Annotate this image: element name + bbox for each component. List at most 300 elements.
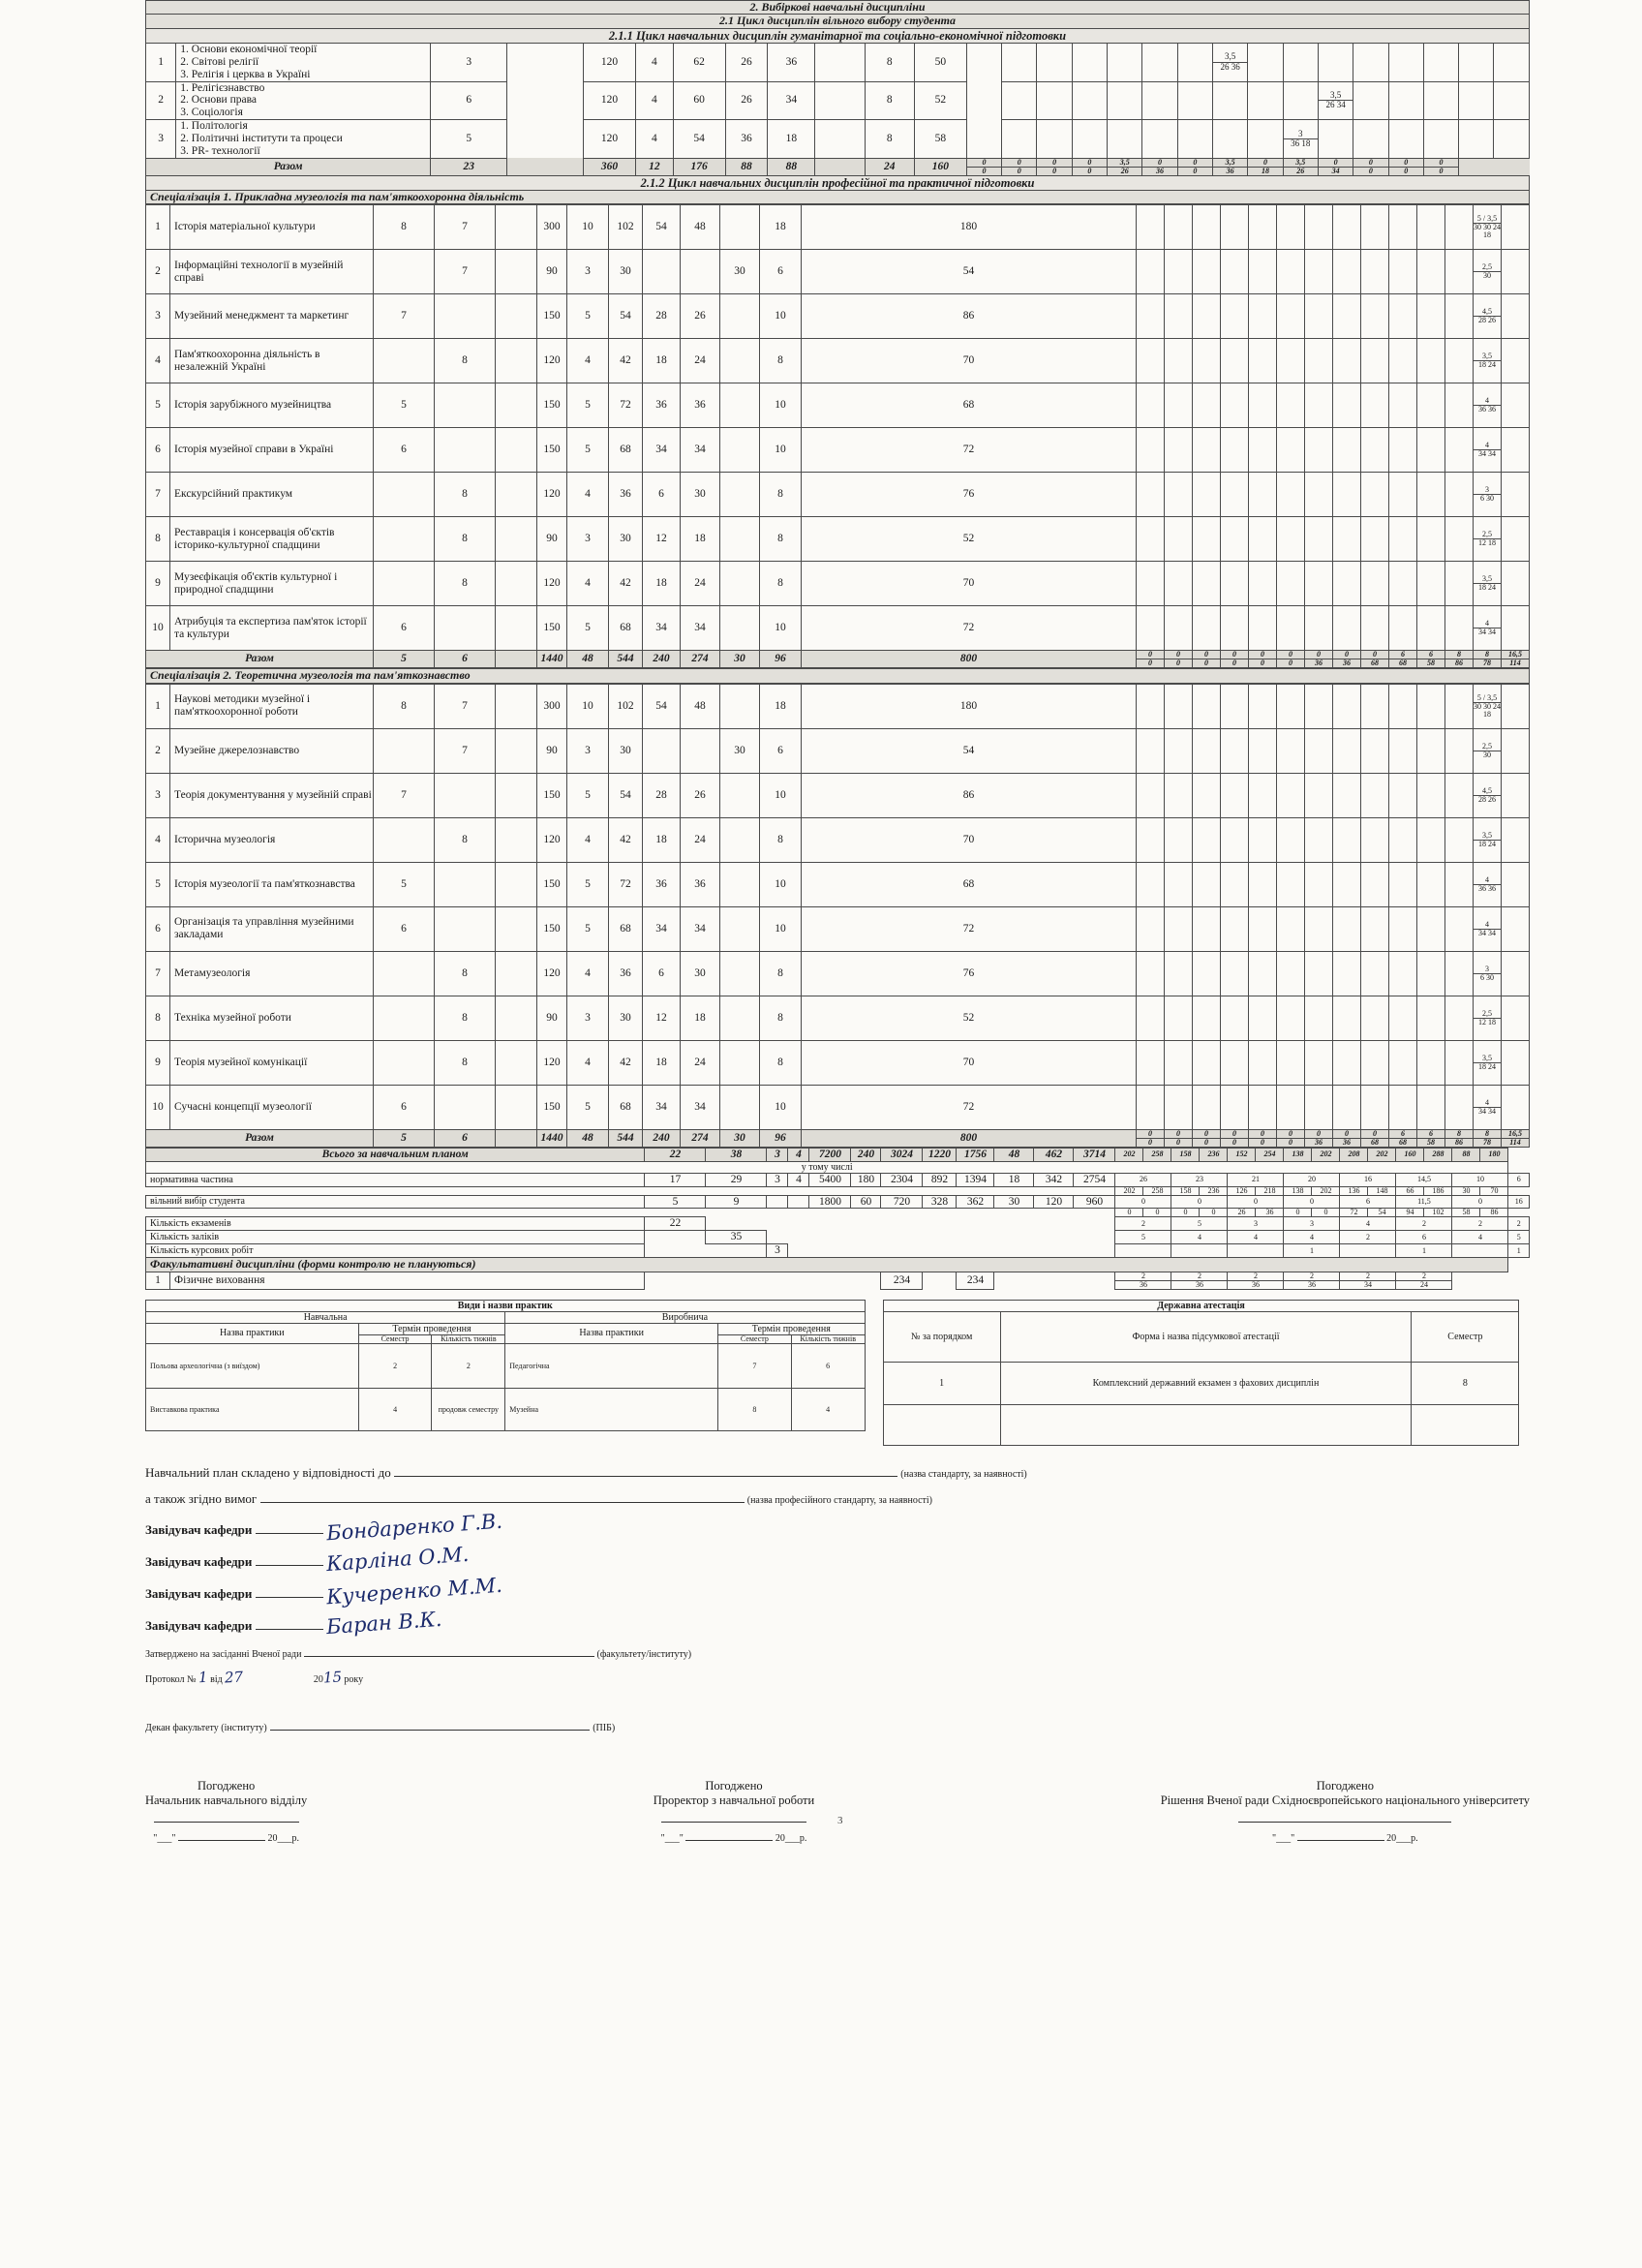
sem-4 bbox=[1221, 250, 1249, 294]
sem-10 bbox=[1389, 383, 1417, 428]
sem-6 bbox=[1277, 517, 1305, 562]
plan-standard-field[interactable] bbox=[394, 1463, 897, 1477]
row-number: 2 bbox=[146, 250, 170, 294]
total-sem-6 bbox=[1277, 1129, 1305, 1147]
sem-8 bbox=[1333, 951, 1361, 996]
col-self: 76 bbox=[802, 951, 1137, 996]
spec2-title: Спеціалізація 2. Теоретична музеологія та пам'яткознавство bbox=[146, 669, 1530, 683]
col-aud: 30 bbox=[609, 517, 643, 562]
col-e bbox=[815, 81, 865, 120]
approval-3-signature[interactable] bbox=[1238, 1808, 1451, 1823]
col-aud: 68 bbox=[609, 606, 643, 651]
nv-sem-1: 202 bbox=[1115, 1186, 1143, 1195]
col-c1 bbox=[374, 517, 435, 562]
practice-term-header: Термін проведення bbox=[358, 1323, 505, 1334]
sem-12 bbox=[1445, 728, 1474, 773]
col-indiv: 10 bbox=[760, 862, 802, 906]
sem-bottom: 36 bbox=[1139, 1279, 1147, 1289]
protocol-label: Протокол № bbox=[145, 1673, 197, 1685]
col-indiv: 10 bbox=[760, 1085, 802, 1129]
sem-top: 4 bbox=[1474, 620, 1501, 628]
sem-bottom: 58 bbox=[1427, 659, 1435, 668]
sem-top: 0 bbox=[1424, 159, 1458, 168]
col-aud: 68 bbox=[609, 1085, 643, 1129]
col-pract bbox=[681, 250, 720, 294]
sem-bottom: 34 34 bbox=[1478, 1106, 1496, 1116]
sem-top: 2,5 bbox=[1474, 531, 1501, 539]
sem-10 bbox=[1389, 294, 1417, 339]
col-hours: 150 bbox=[537, 428, 567, 473]
sem-12 bbox=[1445, 205, 1474, 250]
sem-14 bbox=[1502, 1040, 1530, 1085]
total-c7: 240 bbox=[643, 1129, 681, 1147]
el-sem-top-3: 0 bbox=[1228, 1195, 1284, 1209]
total-c4: 1440 bbox=[537, 651, 567, 668]
approval-2-signature[interactable] bbox=[661, 1808, 806, 1823]
discipline-name: Музейне джерелознавство bbox=[170, 728, 374, 773]
sem-14 bbox=[1502, 428, 1530, 473]
sem-bottom: 0 bbox=[1017, 166, 1021, 175]
col-lect: 36 bbox=[643, 383, 681, 428]
col-credits: 4 bbox=[567, 339, 609, 383]
sem-6 bbox=[1277, 951, 1305, 996]
credits-sem-4: 4 bbox=[1284, 1231, 1340, 1244]
col-c1 bbox=[374, 339, 435, 383]
total-sem-10 bbox=[1389, 651, 1417, 668]
sem-top: 16,5 bbox=[1502, 1130, 1529, 1139]
footer-block bbox=[145, 1463, 1530, 1844]
el-c9: 362 bbox=[957, 1195, 994, 1209]
gt-c7: 3024 bbox=[881, 1148, 923, 1161]
date-tail: 20___р. bbox=[775, 1832, 807, 1844]
col-lect: 34 bbox=[643, 1085, 681, 1129]
col-d: 34 bbox=[768, 81, 815, 120]
table-row bbox=[146, 250, 1530, 294]
col-self: 70 bbox=[802, 562, 1137, 606]
plan-standard-line bbox=[145, 1463, 1530, 1481]
sem-bottom: 0 bbox=[1261, 1137, 1264, 1147]
practice-name-header: Назва практики bbox=[146, 1323, 359, 1343]
fac-sem-4 bbox=[1284, 1272, 1340, 1289]
el-sem-top-1: 0 bbox=[1115, 1195, 1171, 1209]
col-a: 4 bbox=[635, 81, 673, 120]
col-lect: 34 bbox=[643, 606, 681, 651]
sem-11 bbox=[1417, 817, 1445, 862]
spacer bbox=[1452, 1272, 1508, 1289]
spacer bbox=[706, 1217, 1115, 1231]
sem-6 bbox=[1277, 250, 1305, 294]
date-field[interactable] bbox=[178, 1826, 265, 1841]
col-lect: 34 bbox=[643, 906, 681, 951]
sem-bottom: 26 bbox=[1120, 166, 1129, 175]
sem-top: 3,5 bbox=[1108, 159, 1141, 168]
credits-value: 35 bbox=[706, 1231, 767, 1244]
col-c2 bbox=[435, 1085, 496, 1129]
spacer bbox=[645, 1244, 706, 1258]
sem-3 bbox=[1193, 205, 1221, 250]
sem-bottom: 34 34 bbox=[1478, 449, 1496, 459]
col-c1 bbox=[374, 728, 435, 773]
total-sem-2 bbox=[1165, 1129, 1193, 1147]
plan-standard-note: (назва стандарту, за наявності) bbox=[900, 1468, 1027, 1480]
row-number: 10 bbox=[146, 1085, 170, 1129]
nv-sem-6: 218 bbox=[1256, 1186, 1284, 1195]
el-c8: 328 bbox=[923, 1195, 957, 1209]
sem-11 bbox=[1417, 250, 1445, 294]
col-credits: 5 bbox=[567, 1085, 609, 1129]
col-c2: 7 bbox=[435, 205, 496, 250]
total-sem-10 bbox=[1389, 1129, 1417, 1147]
practice-col-academic: Навчальна bbox=[146, 1311, 505, 1323]
row-number: 7 bbox=[146, 951, 170, 996]
sem-10 bbox=[1389, 205, 1417, 250]
sem-5 bbox=[1249, 951, 1277, 996]
gt-sem-14: 180 bbox=[1480, 1148, 1508, 1161]
sem-14 bbox=[1502, 817, 1530, 862]
sem-14 bbox=[1502, 773, 1530, 817]
year-suffix: року bbox=[344, 1673, 364, 1685]
attestation-block bbox=[883, 1300, 1520, 1446]
table-row bbox=[146, 205, 1530, 250]
sem-9 bbox=[1361, 562, 1389, 606]
col-pract: 18 bbox=[681, 996, 720, 1040]
total-sem-12 bbox=[1445, 1129, 1474, 1147]
sem-11 bbox=[1417, 517, 1445, 562]
sem-bottom: 26 bbox=[1296, 166, 1305, 175]
col-credits: 3 bbox=[567, 517, 609, 562]
prof-standard-note: (назва професійного стандарту, за наявності) bbox=[746, 1494, 933, 1506]
col-c2 bbox=[435, 906, 496, 951]
row-number: 8 bbox=[146, 517, 170, 562]
sem-top: 0 bbox=[1221, 1130, 1248, 1139]
row-number: 5 bbox=[146, 862, 170, 906]
sem-1 bbox=[1137, 250, 1165, 294]
sem-3 bbox=[1193, 684, 1221, 728]
exams-sem-1: 2 bbox=[1115, 1217, 1171, 1231]
sem-10 bbox=[1389, 817, 1417, 862]
col-credits: 4 bbox=[567, 473, 609, 517]
col-indiv: 8 bbox=[760, 339, 802, 383]
sem-top: 3,5 bbox=[1474, 1055, 1501, 1063]
sem-9 bbox=[1361, 773, 1389, 817]
row-number: 3 bbox=[146, 120, 176, 159]
col-hours: 90 bbox=[537, 250, 567, 294]
col-indiv: 10 bbox=[760, 294, 802, 339]
col-c1: 8 bbox=[374, 205, 435, 250]
prof-standard-field[interactable] bbox=[260, 1489, 745, 1503]
discipline-option: 2. Політичні інститути та процеси bbox=[176, 133, 431, 145]
date-field[interactable] bbox=[1297, 1826, 1384, 1841]
cw-sem-1 bbox=[1115, 1244, 1171, 1258]
sem-16 bbox=[1494, 81, 1530, 120]
sem-11 bbox=[1417, 562, 1445, 606]
col-indiv: 10 bbox=[760, 606, 802, 651]
el-c7: 720 bbox=[881, 1195, 923, 1209]
sem-bottom: 36 bbox=[1251, 1279, 1260, 1289]
sem-bottom: 36 bbox=[1307, 1279, 1316, 1289]
date-quote: "___" bbox=[153, 1832, 176, 1844]
col-lect: 18 bbox=[643, 339, 681, 383]
sem-bottom: 0 bbox=[1439, 166, 1444, 175]
approval-1-signature[interactable] bbox=[154, 1808, 299, 1823]
col-hours: 120 bbox=[537, 473, 567, 517]
sem-9 bbox=[1361, 684, 1389, 728]
col-c2: 8 bbox=[435, 951, 496, 996]
credits-sem-3: 4 bbox=[1228, 1231, 1284, 1244]
col-pract: 26 bbox=[681, 294, 720, 339]
col-lect: 6 bbox=[643, 951, 681, 996]
sem-4 bbox=[1221, 606, 1249, 651]
sem-bottom: 18 bbox=[1261, 166, 1269, 175]
col-pract: 48 bbox=[681, 684, 720, 728]
sem-7 bbox=[1305, 684, 1333, 728]
sem-1 bbox=[1137, 906, 1165, 951]
col-c2: 7 bbox=[435, 250, 496, 294]
sem-top: 0 bbox=[1073, 159, 1107, 168]
sem-2 bbox=[1165, 996, 1193, 1040]
courseworks-value: 3 bbox=[767, 1244, 788, 1258]
total-c3 bbox=[496, 651, 537, 668]
sem-top: 4,5 bbox=[1474, 787, 1501, 796]
credits-cell: 6 bbox=[431, 81, 507, 120]
blank-cell bbox=[507, 81, 584, 120]
credits-sem-2: 4 bbox=[1171, 1231, 1228, 1244]
sem-3 bbox=[1037, 120, 1072, 159]
gt-c6: 240 bbox=[851, 1148, 881, 1161]
gt-sem-8: 202 bbox=[1312, 1148, 1340, 1161]
practice-weeks-header: Кількість тижнів bbox=[432, 1335, 505, 1344]
approval-2-date bbox=[654, 1826, 814, 1844]
facultative-title: Факультативні дисципліни (форми контролю не плануються) bbox=[146, 1258, 1508, 1272]
spacer bbox=[706, 1272, 767, 1289]
sem-8 bbox=[1333, 684, 1361, 728]
sem-bottom: 114 bbox=[1509, 659, 1521, 668]
nv-c6: 180 bbox=[851, 1173, 881, 1186]
sem-bottom: 36 bbox=[1343, 659, 1351, 668]
total-c: 88 bbox=[725, 158, 768, 175]
sem-8 bbox=[1212, 120, 1247, 159]
hours-cell: 120 bbox=[584, 43, 636, 81]
total-sem-3 bbox=[1037, 158, 1072, 175]
credits-sem-6: 6 bbox=[1396, 1231, 1452, 1244]
total-row bbox=[146, 1129, 1530, 1147]
normative-label: нормативна частина bbox=[146, 1173, 645, 1186]
col-hours: 120 bbox=[537, 339, 567, 383]
sem-13 bbox=[1474, 1040, 1502, 1085]
sem-top: 0 bbox=[1249, 1130, 1276, 1139]
sem-top: 8 bbox=[1474, 1130, 1501, 1139]
sem-10 bbox=[1389, 517, 1417, 562]
spacer bbox=[1074, 1272, 1115, 1289]
nv-sem-3: 158 bbox=[1171, 1186, 1200, 1195]
dean-signature-field[interactable] bbox=[270, 1717, 590, 1731]
col-c3 bbox=[496, 684, 537, 728]
total-hours: 360 bbox=[584, 158, 636, 175]
sem-4 bbox=[1221, 684, 1249, 728]
discipline-option: 1. Політологія bbox=[176, 120, 431, 133]
head-dept-line-1 bbox=[145, 1509, 1530, 1546]
col-aud: 72 bbox=[609, 383, 643, 428]
col-hours: 150 bbox=[537, 1085, 567, 1129]
sem-bottom: 34 34 bbox=[1478, 628, 1496, 637]
sem-bottom: 0 bbox=[1261, 659, 1264, 668]
col-a: 4 bbox=[635, 43, 673, 81]
spec1-title: Спеціалізація 1. Прикладна музеологія та пам'яткоохоронна діяльність bbox=[146, 190, 1530, 203]
sem-11 bbox=[1417, 383, 1445, 428]
sem-8 bbox=[1333, 906, 1361, 951]
sem-top: 6 bbox=[1417, 1130, 1444, 1139]
sem-7 bbox=[1305, 517, 1333, 562]
sem-top: 5 / 3,5 bbox=[1474, 694, 1501, 703]
total-c5: 48 bbox=[567, 1129, 609, 1147]
nv-sem-top-2: 23 bbox=[1171, 1173, 1228, 1186]
exams-sem-6: 2 bbox=[1396, 1217, 1452, 1231]
sem-5 bbox=[1249, 473, 1277, 517]
total-c3 bbox=[496, 1129, 537, 1147]
fac-name: Фізичне виховання bbox=[170, 1272, 645, 1289]
col-lect bbox=[643, 728, 681, 773]
col-credits: 4 bbox=[567, 562, 609, 606]
sem-9 bbox=[1361, 205, 1389, 250]
sem-bottom: 78 bbox=[1483, 1137, 1491, 1147]
total-c8: 274 bbox=[681, 1129, 720, 1147]
approval-3 bbox=[1161, 1779, 1530, 1844]
total-g: 160 bbox=[914, 158, 966, 175]
practice-title: Види і назви практик bbox=[146, 1300, 866, 1311]
sem-top: 0 bbox=[1142, 159, 1176, 168]
discipline-name: Наукові методики музейної і пам'яткоохоронної роботи bbox=[170, 684, 374, 728]
sem-10 bbox=[1283, 81, 1318, 120]
sem-2 bbox=[1165, 773, 1193, 817]
sem-10 bbox=[1283, 120, 1318, 159]
sem-8 bbox=[1333, 473, 1361, 517]
curriculum-sheet bbox=[145, 0, 1530, 1844]
sem-3 bbox=[1193, 250, 1221, 294]
sem-6 bbox=[1277, 473, 1305, 517]
sem-10 bbox=[1389, 906, 1417, 951]
gt-c8: 1220 bbox=[923, 1148, 957, 1161]
col-self: 180 bbox=[802, 205, 1137, 250]
sem-bottom: 68 bbox=[1399, 1137, 1407, 1147]
col-lect: 18 bbox=[643, 817, 681, 862]
sem-bottom: 34 34 bbox=[1478, 928, 1496, 937]
el-c6: 60 bbox=[851, 1195, 881, 1209]
sem-4 bbox=[1221, 205, 1249, 250]
col-lect: 12 bbox=[643, 996, 681, 1040]
practice-row-weeks: 2 bbox=[432, 1344, 505, 1389]
col-credits: 4 bbox=[567, 1040, 609, 1085]
sem-bottom: 30 bbox=[1483, 271, 1491, 281]
sem-2 bbox=[1002, 81, 1037, 120]
sem-14 bbox=[1502, 250, 1530, 294]
col-self: 68 bbox=[802, 862, 1137, 906]
credits-cell: 3 bbox=[431, 43, 507, 81]
table-row bbox=[146, 773, 1530, 817]
sem-16 bbox=[1494, 43, 1530, 81]
col-lab: 30 bbox=[720, 728, 760, 773]
sem-6 bbox=[1277, 1085, 1305, 1129]
approved-field[interactable] bbox=[304, 1643, 594, 1657]
sem-11 bbox=[1417, 684, 1445, 728]
sem-10 bbox=[1389, 773, 1417, 817]
col-lect: 54 bbox=[643, 684, 681, 728]
sem-6 bbox=[1277, 562, 1305, 606]
sem-bottom: 36 bbox=[1226, 166, 1234, 175]
col-c2 bbox=[435, 294, 496, 339]
total-blank bbox=[507, 158, 584, 175]
sem-value-bottom: 26 36 bbox=[1220, 61, 1240, 72]
sem-13 bbox=[1474, 517, 1502, 562]
spec2-header-table bbox=[145, 668, 1530, 683]
spacer bbox=[146, 1209, 1115, 1217]
sem-top: 4,5 bbox=[1474, 308, 1501, 317]
total-sem-2 bbox=[1165, 651, 1193, 668]
gt-sem-1: 202 bbox=[1115, 1148, 1143, 1161]
col-c2: 7 bbox=[435, 728, 496, 773]
sem-5 bbox=[1249, 205, 1277, 250]
practice-row-sem-2: 7 bbox=[717, 1344, 791, 1389]
sem-4 bbox=[1221, 906, 1249, 951]
dean-note: (ПІБ) bbox=[593, 1722, 616, 1733]
col-hours: 150 bbox=[537, 862, 567, 906]
fac-sem-5 bbox=[1340, 1272, 1396, 1289]
sem-11 bbox=[1318, 81, 1353, 120]
nv-c8: 892 bbox=[923, 1173, 957, 1186]
table-row bbox=[146, 562, 1530, 606]
row-number: 1 bbox=[146, 205, 170, 250]
sem-top: 16,5 bbox=[1502, 651, 1529, 659]
total-c11: 800 bbox=[802, 1129, 1137, 1147]
total-sem-4 bbox=[1221, 651, 1249, 668]
sem-bottom: 0 bbox=[1232, 1137, 1236, 1147]
el-sem-13: 58 bbox=[1452, 1209, 1480, 1217]
sem-1 bbox=[1137, 728, 1165, 773]
discipline-name: Метамузеологія bbox=[170, 951, 374, 996]
row-number: 5 bbox=[146, 383, 170, 428]
col-c3 bbox=[496, 1085, 537, 1129]
total-label: Разом bbox=[146, 651, 374, 668]
discipline-name: Техніка музейної роботи bbox=[170, 996, 374, 1040]
col-c3 bbox=[496, 862, 537, 906]
discipline-option: 3. Релігія і церква в Україні bbox=[176, 69, 431, 81]
exams-sem-4: 3 bbox=[1284, 1217, 1340, 1231]
discipline-name: Історія матеріальної культури bbox=[170, 205, 374, 250]
sem-14 bbox=[1502, 205, 1530, 250]
sem-14 bbox=[1502, 383, 1530, 428]
sem-bottom: 114 bbox=[1509, 1137, 1521, 1147]
date-field[interactable] bbox=[685, 1826, 773, 1841]
el-sem-5: 26 bbox=[1228, 1209, 1256, 1217]
practice-term-header-2: Термін проведення bbox=[717, 1323, 865, 1334]
col-c3 bbox=[496, 383, 537, 428]
nv-sem-2: 258 bbox=[1143, 1186, 1171, 1195]
col-c2: 8 bbox=[435, 562, 496, 606]
gt-c12: 3714 bbox=[1074, 1148, 1115, 1161]
col-hours: 90 bbox=[537, 996, 567, 1040]
total-sem-11 bbox=[1318, 158, 1353, 175]
total-sem-7 bbox=[1177, 158, 1212, 175]
sem-16 bbox=[1494, 120, 1530, 159]
fac-number: 1 bbox=[146, 1272, 170, 1289]
col-self: 70 bbox=[802, 817, 1137, 862]
sem-2 bbox=[1002, 43, 1037, 81]
sem-13 bbox=[1474, 817, 1502, 862]
sem-14 bbox=[1502, 728, 1530, 773]
approved-line bbox=[145, 1643, 1530, 1660]
sem-10 bbox=[1389, 1085, 1417, 1129]
sem-bottom: 58 bbox=[1427, 1137, 1435, 1147]
col-lab bbox=[720, 996, 760, 1040]
